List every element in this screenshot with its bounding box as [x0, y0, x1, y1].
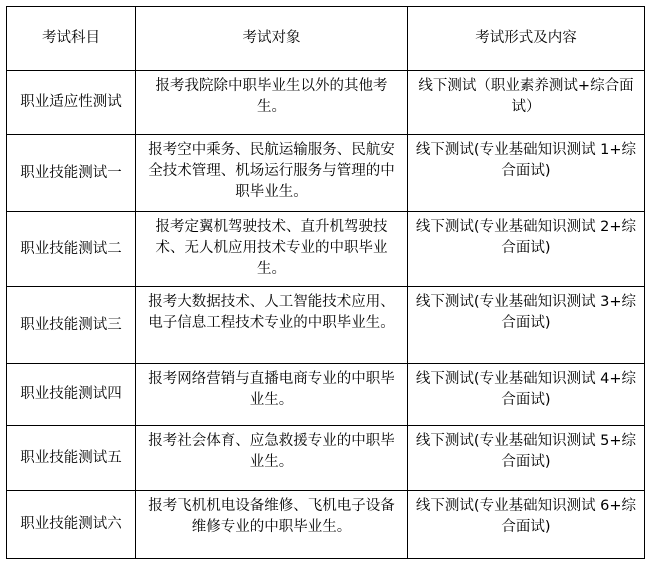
table-row	[7, 71, 645, 135]
cell-target: 报考飞机机电设备维修、飞机电子设备维修专业的中职毕业生。	[136, 491, 408, 559]
table-row	[7, 491, 645, 559]
table-row	[7, 426, 645, 491]
cell-format: 线下测试（职业素养测试+综合面试）	[408, 71, 645, 135]
cell-target: 报考定翼机驾驶技术、直升机驾驶技术、无人机应用技术专业的中职毕业生。	[136, 212, 408, 287]
cell-subject: 职业技能测试一	[7, 135, 136, 212]
table-row	[7, 287, 645, 364]
cell-format: 线下测试(专业基础知识测试 2+综合面试)	[408, 212, 645, 287]
table-header-row	[7, 7, 645, 71]
cell-subject: 职业技能测试四	[7, 364, 136, 426]
cell-format: 线下测试(专业基础知识测试 1+综合面试)	[408, 135, 645, 212]
cell-target: 报考网络营销与直播电商专业的中职毕业生。	[136, 364, 408, 426]
header-subject: 考试科目	[7, 7, 136, 71]
header-format: 考试形式及内容	[408, 7, 645, 71]
exam-subjects-table	[6, 6, 645, 559]
cell-target: 报考空中乘务、民航运输服务、民航安全技术管理、机场运行服务与管理的中职毕业生。	[136, 135, 408, 212]
header-target: 考试对象	[136, 7, 408, 71]
cell-format: 线下测试(专业基础知识测试 4+综合面试)	[408, 364, 645, 426]
cell-subject: 职业适应性测试	[7, 71, 136, 135]
table-row	[7, 364, 645, 426]
cell-subject: 职业技能测试二	[7, 212, 136, 287]
table-row	[7, 212, 645, 287]
cell-format: 线下测试(专业基础知识测试 6+综合面试)	[408, 491, 645, 559]
cell-subject: 职业技能测试五	[7, 426, 136, 491]
cell-subject: 职业技能测试三	[7, 287, 136, 364]
table-row	[7, 135, 645, 212]
cell-format: 线下测试(专业基础知识测试 5+综合面试)	[408, 426, 645, 491]
cell-subject: 职业技能测试六	[7, 491, 136, 559]
cell-format: 线下测试(专业基础知识测试 3+综合面试)	[408, 287, 645, 364]
cell-target: 报考社会体育、应急救援专业的中职毕业生。	[136, 426, 408, 491]
cell-target: 报考我院除中职毕业生以外的其他考生。	[136, 71, 408, 135]
cell-target: 报考大数据技术、人工智能技术应用、电子信息工程技术专业的中职毕业生。	[136, 287, 408, 364]
